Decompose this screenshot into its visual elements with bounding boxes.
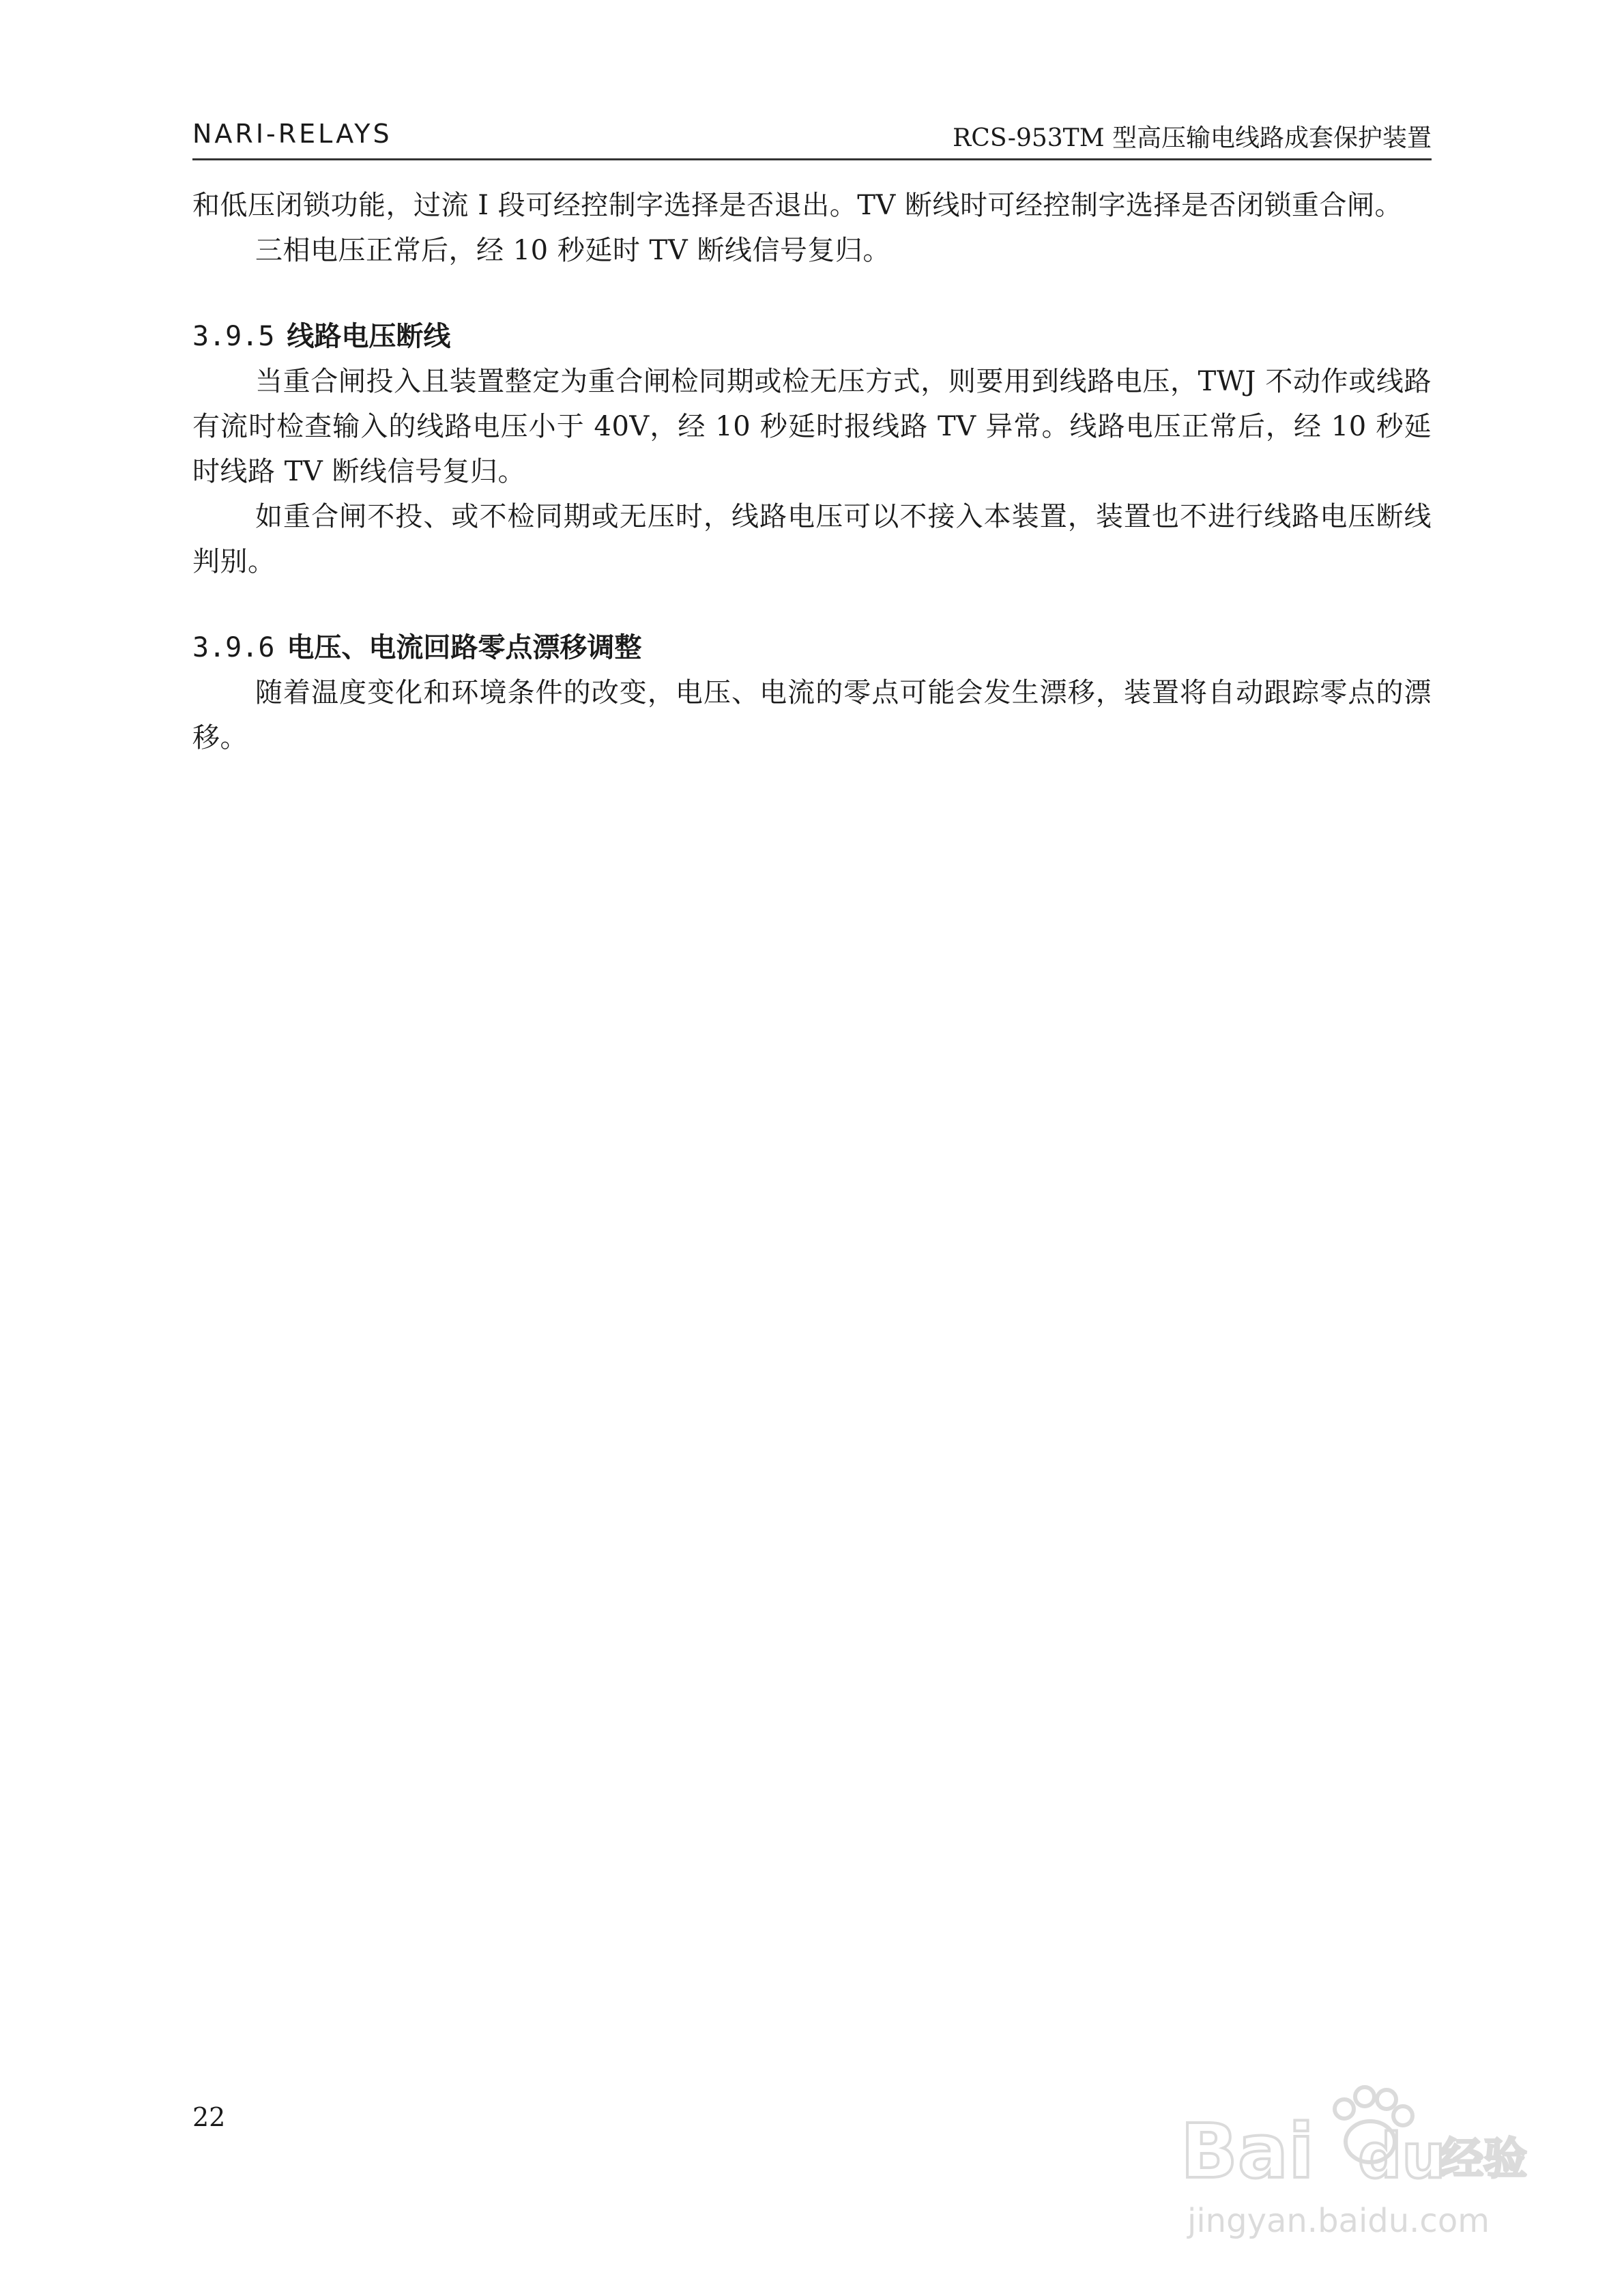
section-title: 线路电压断线 <box>287 321 451 352</box>
svg-text:经验: 经验 <box>1440 2134 1527 2185</box>
section-heading-3-9-5 <box>192 314 1432 359</box>
paragraph-zero-drift: 随着温度变化和环境条件的改变，电压、电流的零点可能会发生漂移，装置将自动跟踪零点的漂移。 <box>192 677 1432 754</box>
page-number: 22 <box>192 2102 226 2132</box>
paragraph-continuation: 和低压闭锁功能，过流 I 段可经控制字选择是否退出。TV 断线时可经控制字选择是否闭锁重合闸。 <box>192 190 1403 221</box>
header-title: RCS-953TM 型高压输电线路成套保护装置 <box>953 124 1432 152</box>
section-number: 3.9.6 <box>192 632 275 663</box>
page-header <box>192 116 1432 157</box>
paragraph-tv-reset: 三相电压正常后，经 10 秒延时 TV 断线信号复归。 <box>255 235 890 266</box>
paragraph-line-voltage-2: 如重合闸不投、或不检同期或无压时，线路电压可以不接入本装置，装置也不进行线路电压断线判别。 <box>192 501 1432 577</box>
section-title: 电压、电流回路零点漂移调整 <box>287 632 642 663</box>
header-rule <box>192 158 1432 160</box>
header-company: NARI-RELAYS <box>192 119 392 149</box>
document-body <box>192 183 1432 760</box>
watermark-url: jingyan.baidu.com <box>1187 2202 1490 2240</box>
section-heading-3-9-6 <box>192 625 1432 670</box>
svg-text:du: du <box>1358 2121 1446 2192</box>
svg-text:Bai: Bai <box>1180 2108 1314 2195</box>
paragraph-line-voltage-1: 当重合闸投入且装置整定为重合闸检同期或检无压方式，则要用到线路电压，TWJ 不动作或线路有流时检查输入的线路电压小于 40V，经 10 秒延时报线路 TV 异常。线路电压正常后，经 10 秒延时线路 TV 断线信号复归。 <box>192 366 1432 487</box>
baidu-jingyan-watermark <box>1153 2061 1535 2266</box>
section-number: 3.9.5 <box>192 321 275 352</box>
